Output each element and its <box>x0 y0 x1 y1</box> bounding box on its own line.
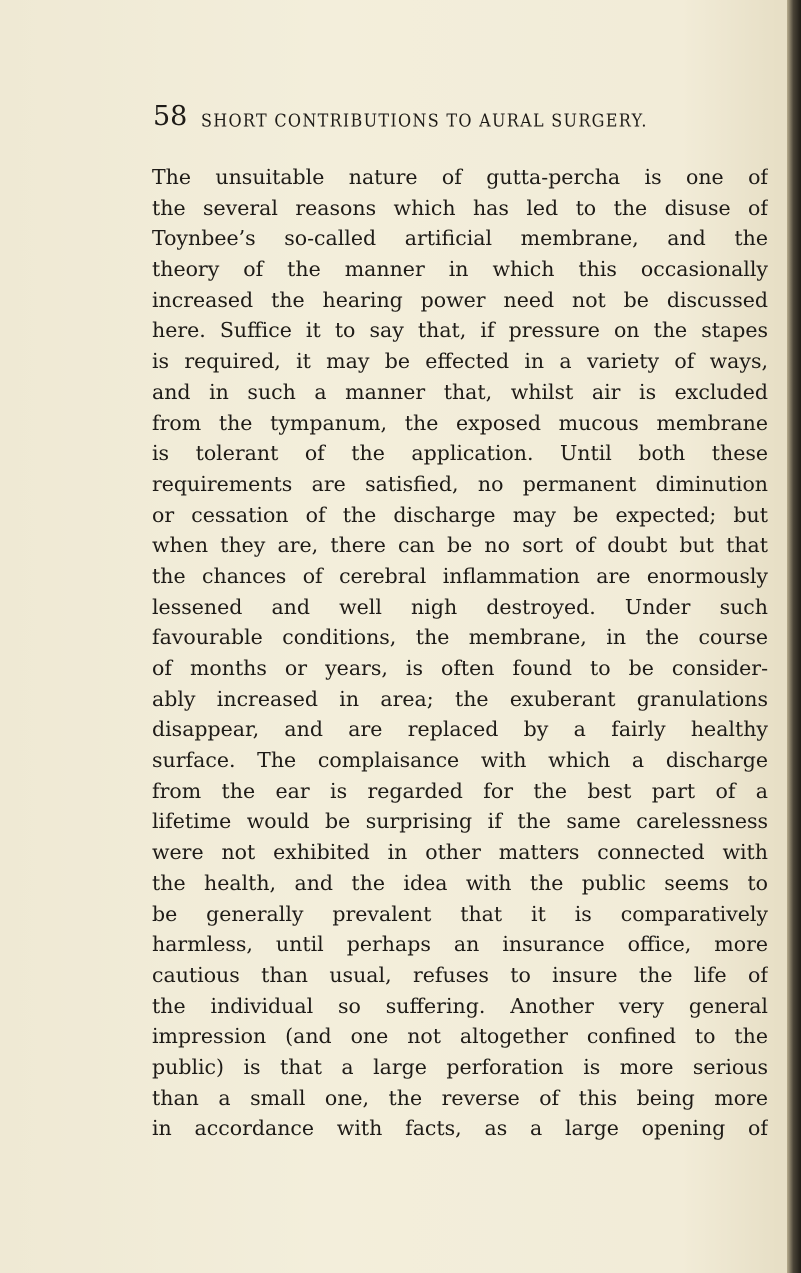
text-line: when they are, there can be no sort of doubt but that <box>152 533 768 558</box>
text-line: lessened and well nigh destroyed. Under such <box>152 594 768 619</box>
text-line: of months or years, is often found to be consider- <box>152 656 768 680</box>
text-line: increased the hearing power need not be discussed <box>152 287 768 312</box>
text-line: Toynbee’s so-called artificial membrane, and the <box>152 226 768 251</box>
text-line: the individual so suffering. Another very general <box>152 993 768 1018</box>
text-line: impression (and one not altogether confined to the <box>152 1024 768 1049</box>
text-line: is required, it may be effected in a variety of ways, <box>152 349 768 374</box>
page-number: 58 <box>153 101 188 132</box>
text-line: disappear, and are replaced by a fairly healthy <box>152 717 768 742</box>
text-line: lifetime would be surprising if the same carelessness <box>152 809 768 834</box>
text-line: were not exhibited in other matters connected with <box>152 840 768 865</box>
text-line: is tolerant of the application. Until both these <box>152 441 768 466</box>
text-line: and in such a manner that, whilst air is excluded <box>152 379 768 404</box>
text-line: public) is that a large perforation is more serious <box>152 1054 768 1079</box>
running-title: SHORT CONTRIBUTIONS TO AURAL SURGERY. <box>201 110 648 132</box>
text-line: the health, and the idea with the public seems to <box>152 870 768 895</box>
text-line: cautious than usual, refuses to insure the life of <box>152 962 768 987</box>
text-line: the several reasons which has led to the disuse of <box>152 195 768 220</box>
text-line: surface. The complaisance with which a discharge <box>152 748 768 773</box>
text-line: harmless, until perhaps an insurance office, more <box>152 932 768 957</box>
text-line: or cessation of the discharge may be expected; but <box>152 502 768 527</box>
body-paragraph <box>152 162 768 1144</box>
text-line: from the ear is regarded for the best part of a <box>152 778 768 803</box>
text-line: be generally prevalent that it is comparatively <box>152 901 768 926</box>
text-line: from the tympanum, the exposed mucous membrane <box>152 410 768 435</box>
text-line: here. Suffice it to say that, if pressure on the stapes <box>152 318 768 343</box>
text-line: the chances of cerebral inflammation are enormously <box>152 563 768 588</box>
text-line: ably increased in area; the exuberant granulations <box>152 686 768 711</box>
text-line: theory of the manner in which this occasionally <box>152 257 768 282</box>
text-line: than a small one, the reverse of this being more <box>152 1085 768 1110</box>
text-line: favourable conditions, the membrane, in the course <box>152 625 768 650</box>
page-edge-shadow <box>787 0 801 1273</box>
text-line: requirements are satisfied, no permanent diminution <box>152 471 768 496</box>
text-line: in accordance with facts, as a large opening of <box>152 1116 768 1141</box>
text-line: The unsuitable nature of gutta-percha is one of <box>152 165 768 189</box>
